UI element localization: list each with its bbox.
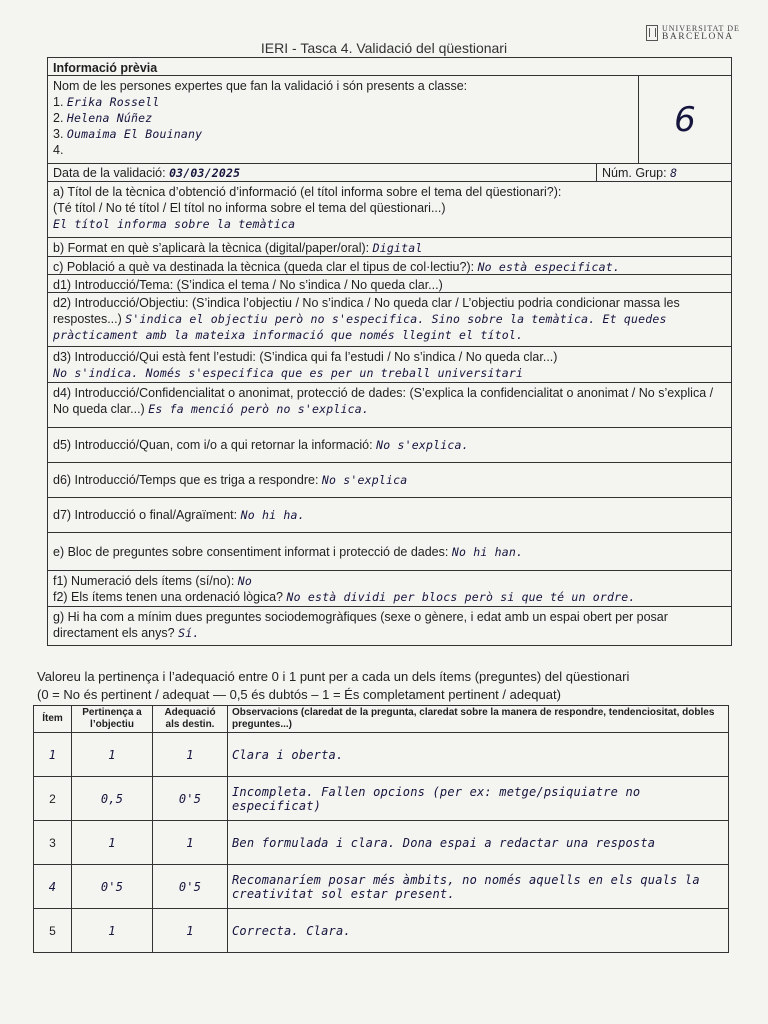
question-d7 (48, 498, 731, 533)
group-number-box (639, 76, 731, 163)
header-adequacy: Adequació als destin. (153, 706, 228, 733)
table-row (34, 733, 729, 777)
pertinence-score[interactable]: 1 (72, 909, 153, 953)
question-d4-answer[interactable]: Es fa menció però no s'explica. (148, 402, 370, 416)
expert-name-3[interactable]: Oumaima El Bouinany (66, 127, 203, 141)
university-crest-icon (646, 25, 658, 41)
question-d1-label: d1) Introducció/Tema: (S’indica el tema / No s’indica / No queda clar...) (53, 278, 443, 292)
pertinence-score[interactable]: 1 (72, 821, 153, 865)
question-a-answer[interactable]: El títol informa sobre la temàtica (53, 217, 296, 231)
experts-row (48, 76, 731, 164)
question-d5-label: d5) Introducció/Quan, com i/o a qui retornar la informació: (53, 438, 373, 452)
expert-line-1: 1. Erika Rossell (53, 95, 160, 109)
question-d7-label: d7) Introducció o final/Agraïment: (53, 508, 238, 522)
question-e (48, 533, 731, 571)
question-a-hint: (Té títol / No té títol / El títol no informa sobre el tema del qüestionari...) (53, 201, 446, 215)
adequacy-score[interactable]: 1 (153, 733, 228, 777)
question-g-answer[interactable]: Sí. (178, 626, 200, 640)
question-d3 (48, 347, 731, 383)
logo-line-2: BARCELONA (662, 32, 734, 42)
header-pertinence: Pertinença a l’objectiu (72, 706, 153, 733)
adequacy-score[interactable]: 1 (153, 909, 228, 953)
question-b-label: b) Format en què s’aplicarà la tècnica (digital/paper/oral): (53, 241, 370, 255)
header-observations: Observacions (claredat de la pregunta, claredat sobre la manera de respondre, tendenciositat, dobles preguntes...) (228, 706, 729, 733)
question-b (48, 238, 731, 257)
question-d5-answer[interactable]: No s'explica. (376, 438, 469, 452)
date-label: Data de la validació: (53, 166, 166, 180)
expert-line-4: 4. (53, 143, 64, 157)
expert-line-2: 2. Helena Núñez (53, 111, 153, 125)
rating-instructions (37, 668, 737, 704)
section-title: Informació prèvia (48, 58, 731, 76)
question-e-label: e) Bloc de preguntes sobre consentiment informat i protecció de dades: (53, 545, 449, 559)
group-value[interactable]: 8 (670, 166, 678, 180)
question-d5 (48, 428, 731, 463)
question-c-label: c) Població a què va destinada la tècnica (queda clar el tipus de col·lectiu?): (53, 260, 475, 274)
question-b-answer[interactable]: Digital (372, 241, 423, 255)
experts-label: Nom de les persones expertes que fan la validació i són presents a classe: (53, 79, 468, 93)
items-rating-table (33, 705, 729, 953)
table-row (34, 821, 729, 865)
adequacy-score[interactable]: 0'5 (153, 777, 228, 821)
instructions-line-2: (0 = No és pertinent / adequat — 0,5 és dubtós – 1 = És completament pertinent / adequat) (37, 687, 561, 702)
instructions-line-1: Valoreu la pertinença i l’adequació entre 0 i 1 punt per a cada un dels ítems (preguntes) del qüestionari (37, 669, 630, 684)
expert-name-1[interactable]: Erika Rossell (66, 95, 160, 109)
page-title: IERI - Tasca 4. Validació del qüestionari (260, 40, 508, 56)
item-number: 1 (34, 733, 72, 777)
question-f1-answer[interactable]: No (237, 574, 253, 588)
date-row (48, 164, 731, 182)
question-f2-label: f2) Els ítems tenen una ordenació lògica? (53, 590, 283, 604)
observation-text[interactable]: Recomanaríem posar més àmbits, no només aquells en els quals la creativitat sol estar present. (228, 865, 729, 909)
item-number: 4 (34, 865, 72, 909)
previous-info-form (47, 57, 732, 646)
question-a (48, 182, 731, 238)
header-item: Ítem (34, 706, 72, 733)
question-d2-label: d2) Introducció/Objectiu: (S’indica l’objectiu / No s’indica / No queda clar / L’objectiu podria condicionar massa les respostes...) (53, 296, 680, 326)
item-number: 3 (34, 821, 72, 865)
question-a-label: a) Títol de la tècnica d’obtenció d’informació (el títol informa sobre el tema del qüestionari?): (53, 185, 562, 199)
question-d7-answer[interactable]: No hi ha. (240, 508, 305, 522)
observation-text[interactable]: Incompleta. Fallen opcions (per ex: metge/psiquiatre no especificat) (228, 777, 729, 821)
observation-text[interactable]: Ben formulada i clara. Dona espai a redactar una resposta (228, 821, 729, 865)
adequacy-score[interactable]: 1 (153, 821, 228, 865)
observation-text[interactable]: Correcta. Clara. (228, 909, 729, 953)
item-number: 5 (34, 909, 72, 953)
pertinence-score[interactable]: 0,5 (72, 777, 153, 821)
question-d6 (48, 463, 731, 498)
observation-text[interactable]: Clara i oberta. (228, 733, 729, 777)
item-number: 2 (34, 777, 72, 821)
question-c-answer[interactable]: No està especificat. (477, 260, 621, 274)
pertinence-score[interactable]: 1 (72, 733, 153, 777)
table-row (34, 909, 729, 953)
table-row (34, 865, 729, 909)
question-f2-answer[interactable]: No està dividi per blocs però si que té un ordre. (286, 590, 636, 604)
question-d2-answer[interactable]: S'indica el objectiu però no s'especifica. Sino sobre la temàtica. Et quedes pràcticament amb la mateixa informació que només llegint el títol. (53, 312, 667, 342)
question-d4 (48, 383, 731, 428)
expert-name-2[interactable]: Helena Núñez (66, 111, 153, 125)
question-g (48, 607, 731, 645)
question-f (48, 571, 731, 607)
question-e-answer[interactable]: No hi han. (451, 545, 524, 559)
logo-line-1: UNIVERSITAT DE (662, 24, 740, 33)
question-c (48, 257, 731, 275)
question-d6-label: d6) Introducció/Temps que es triga a respondre: (53, 473, 319, 487)
question-d3-answer[interactable]: No s'indica. Només s'especifica que es per un treball universitari (53, 366, 524, 380)
date-value[interactable]: 03/03/2025 (169, 166, 241, 180)
question-g-label: g) Hi ha com a mínim dues preguntes sociodemogràfiques (sexe o gènere, i edat amb un espai obert per posar directament els anys? (53, 610, 668, 640)
expert-line-3: 3. Oumaima El Bouinany (53, 127, 203, 141)
question-d4-label: d4) Introducció/Confidencialitat o anonimat, protecció de dades: (S’explica la confidencialitat o anonimat / No s’explica / No queda clar...) (53, 386, 714, 416)
question-f1-label: f1) Numeració dels ítems (sí/no): (53, 574, 235, 588)
question-f1 (53, 573, 726, 589)
question-d6-answer[interactable]: No s'explica (321, 473, 408, 487)
pertinence-score[interactable]: 0'5 (72, 865, 153, 909)
question-d3-label: d3) Introducció/Qui està fent l’estudi: (S’indica qui fa l’estudi / No s’indica / No queda clar...) (53, 350, 558, 364)
question-d1 (48, 275, 731, 293)
question-d2 (48, 293, 731, 347)
question-f2 (53, 589, 726, 605)
box-number: 6 (674, 99, 696, 140)
table-row (34, 777, 729, 821)
adequacy-score[interactable]: 0'5 (153, 865, 228, 909)
table-header-row (34, 706, 729, 733)
group-label: Núm. Grup: (602, 166, 667, 180)
